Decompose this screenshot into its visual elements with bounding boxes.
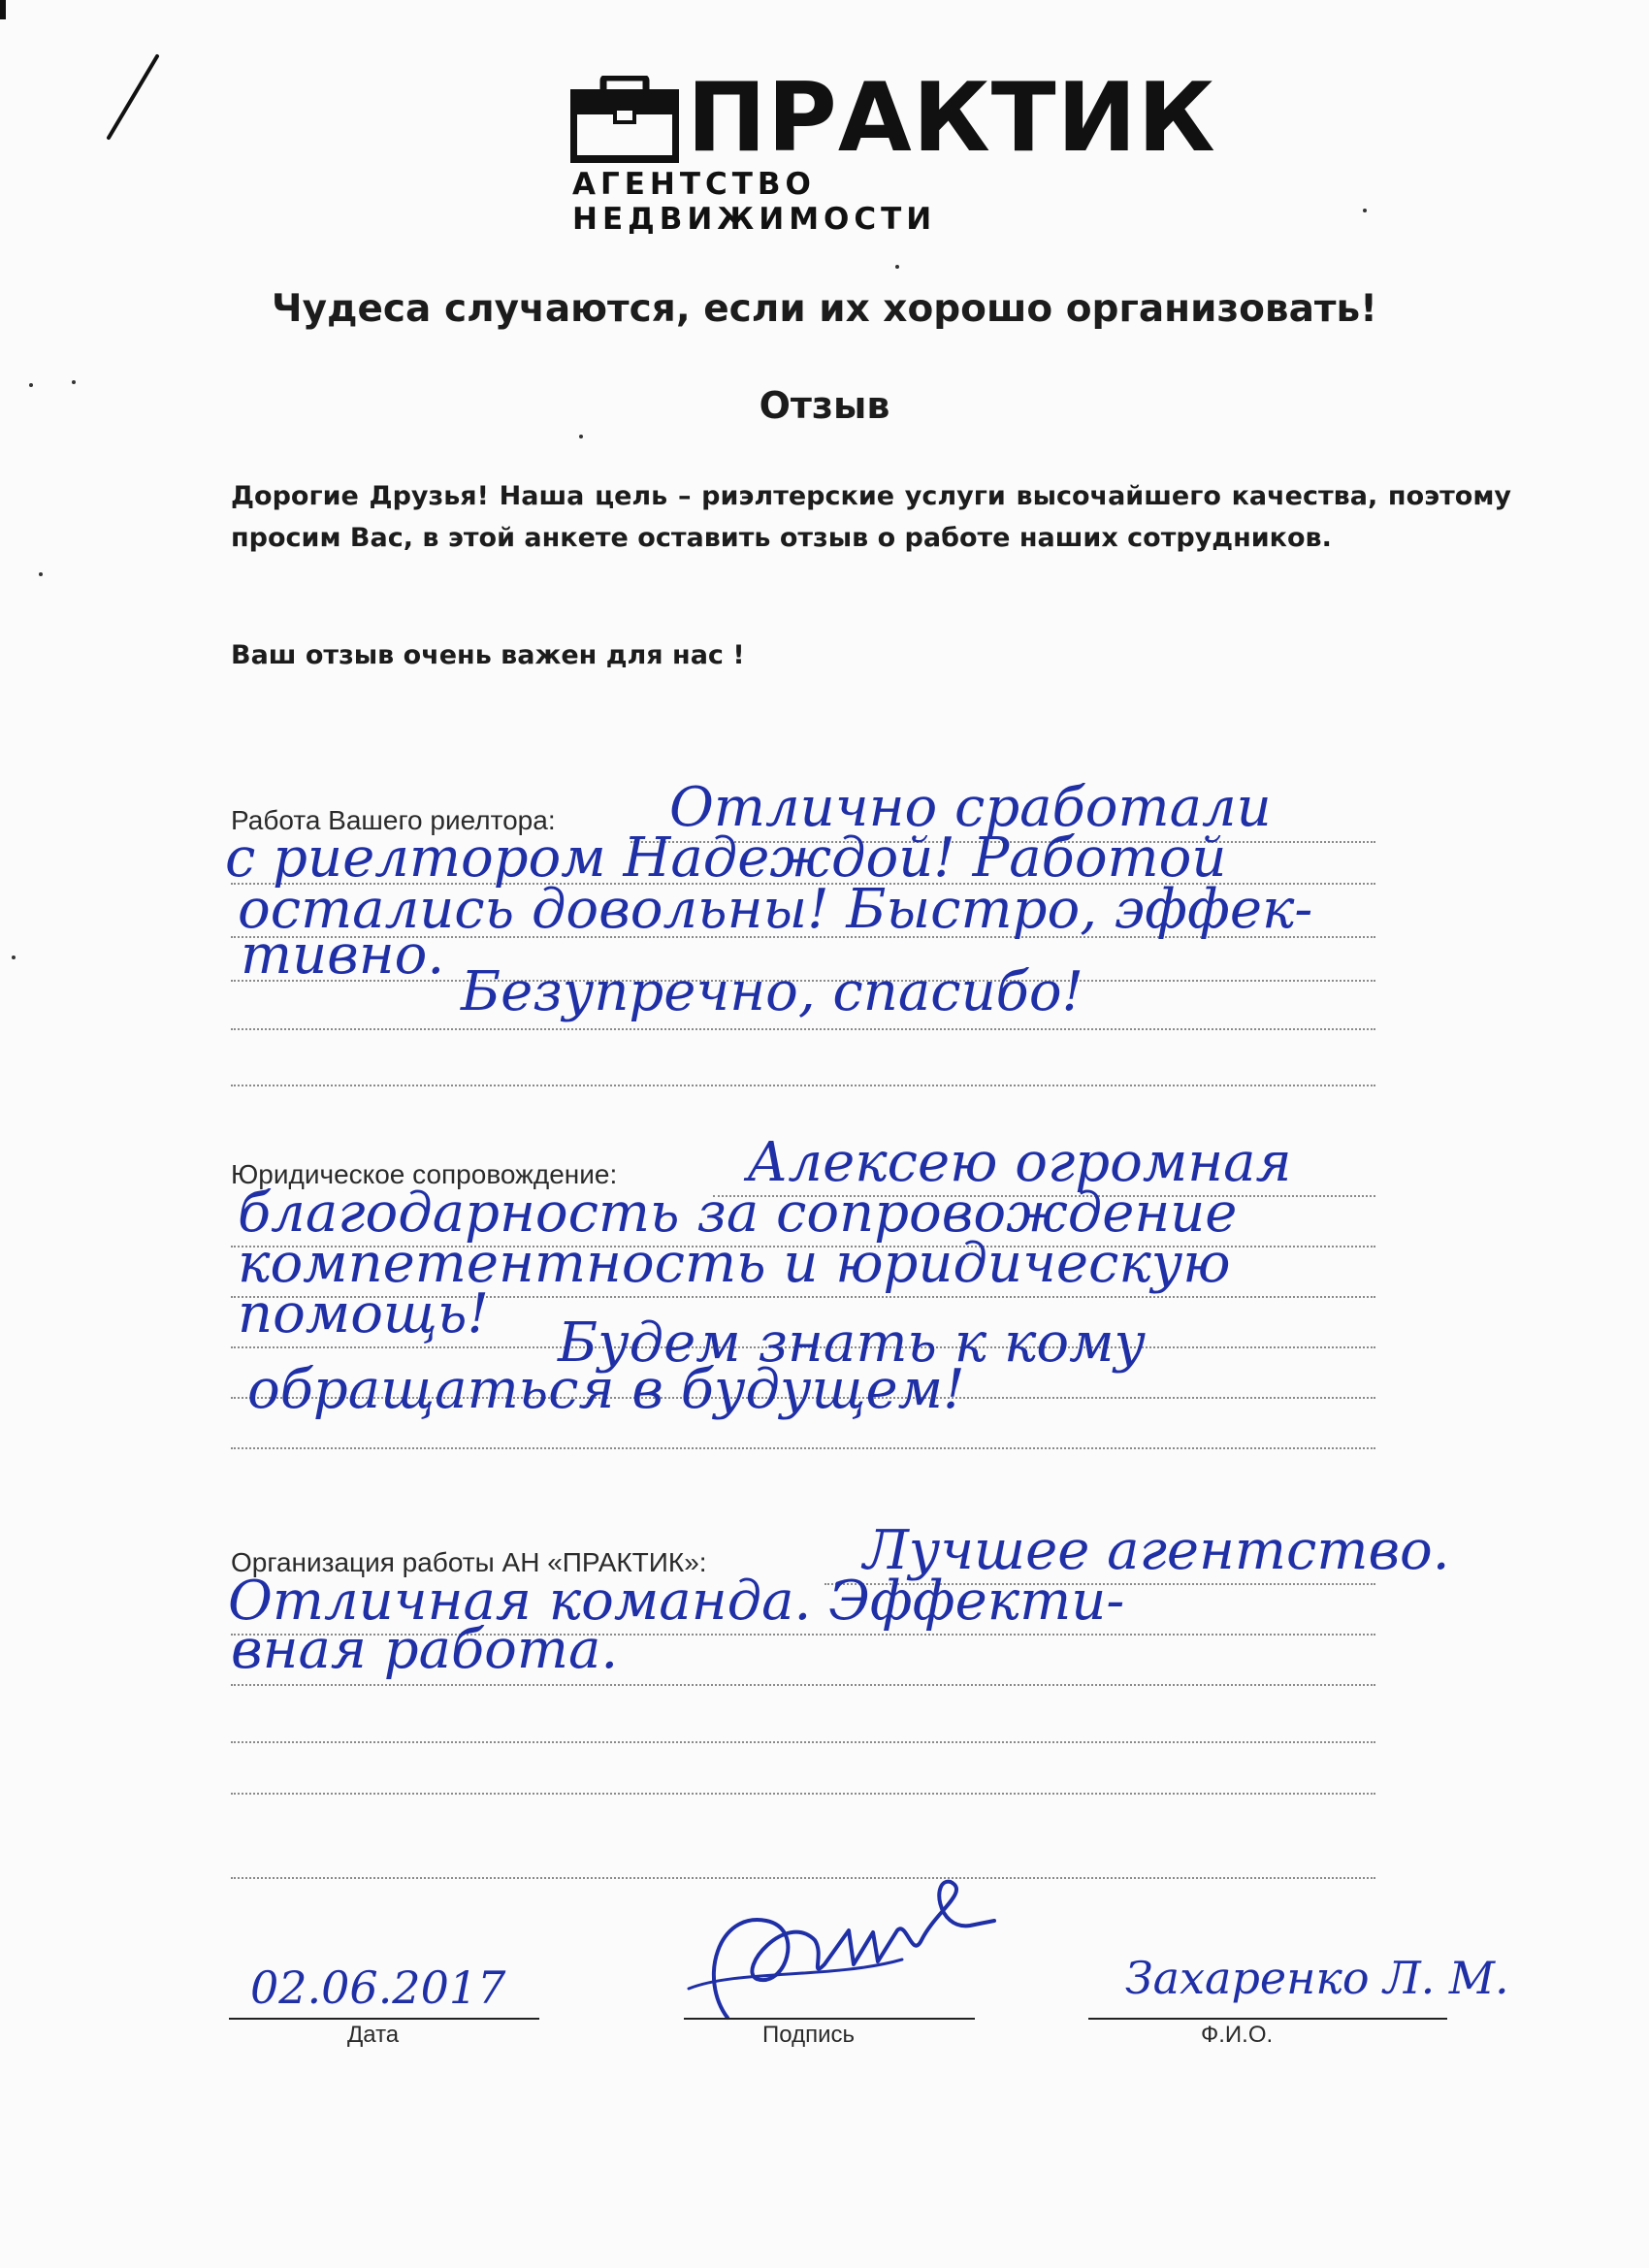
form-line <box>231 1793 1375 1795</box>
briefcase-icon <box>570 76 679 163</box>
section-label-legal: Юридическое сопровождение: <box>231 1159 618 1189</box>
date-caption: Дата <box>347 2022 400 2048</box>
document-title: Отзыв <box>759 384 890 427</box>
name-value: Захаренко Л. М. <box>1125 1952 1509 2004</box>
handwritten-signature <box>679 1872 999 2037</box>
intro-text: Дорогие Друзья! Наша цель – риэлтерские услуги высочайшего качества, поэтому просим Вас, в этой анкете оставить отзыв о работе наших сотрудников. <box>231 481 1511 553</box>
name-caption: Ф.И.О. <box>1201 2022 1274 2048</box>
form-line <box>231 1028 1375 1030</box>
section-label-realtor: Работа Вашего риелтора: <box>231 805 556 835</box>
form-line <box>231 1447 1375 1449</box>
handwritten-line: Отличная команда. Эффекти- <box>228 1570 1125 1633</box>
name-line <box>1088 2018 1447 2020</box>
scan-speck <box>1363 209 1367 212</box>
handwritten-line: обращаться в будущем! <box>247 1358 965 1421</box>
intro-note: Ваш отзыв очень важен для нас ! <box>231 640 745 670</box>
form-line <box>231 1085 1375 1086</box>
logo-name: ПРАКТИК <box>687 63 1216 174</box>
handwritten-line: Алексею огромная <box>747 1131 1292 1194</box>
handwritten-line: Лучшее агентство. <box>863 1519 1450 1582</box>
slogan: Чудеса случаются, если их хорошо организовать! <box>272 287 1377 331</box>
section-label-agency: Организация работы АН «ПРАКТИК»: <box>231 1547 707 1577</box>
handwritten-line: благодарность за сопровождение <box>238 1182 1238 1245</box>
pen-stroke-mark <box>97 49 165 146</box>
scan-speck <box>895 265 899 269</box>
logo-subtitle: АГЕНТСТВО НЕДВИЖИМОСТИ <box>572 167 937 237</box>
handwritten-line: компетентность и юридическую <box>238 1232 1231 1295</box>
signature-caption: Подпись <box>762 2022 855 2048</box>
handwritten-line: остались довольны! Быстро, эффек- <box>238 878 1313 941</box>
date-line <box>229 2018 539 2020</box>
handwritten-line: Будем знать к кому <box>558 1312 1147 1375</box>
scan-edge-mark <box>0 0 6 19</box>
form-line <box>231 1684 1375 1686</box>
scan-speck <box>12 956 16 959</box>
handwritten-line: помощь! <box>238 1282 489 1345</box>
handwritten-line: Безупречно, спасибо! <box>461 960 1084 1023</box>
scan-speck <box>39 572 43 576</box>
scan-speck <box>579 435 583 438</box>
handwritten-line: тивно. <box>241 923 445 987</box>
handwritten-line: Отлично сработали <box>669 776 1272 839</box>
handwritten-line: вная работа. <box>231 1618 619 1681</box>
date-value: 02.06.2017 <box>250 1961 506 2014</box>
handwritten-line: с риелтором Надеждой! Работой <box>225 826 1227 890</box>
signature-line <box>684 2018 975 2020</box>
form-line <box>231 1741 1375 1743</box>
company-logo <box>570 63 1216 237</box>
